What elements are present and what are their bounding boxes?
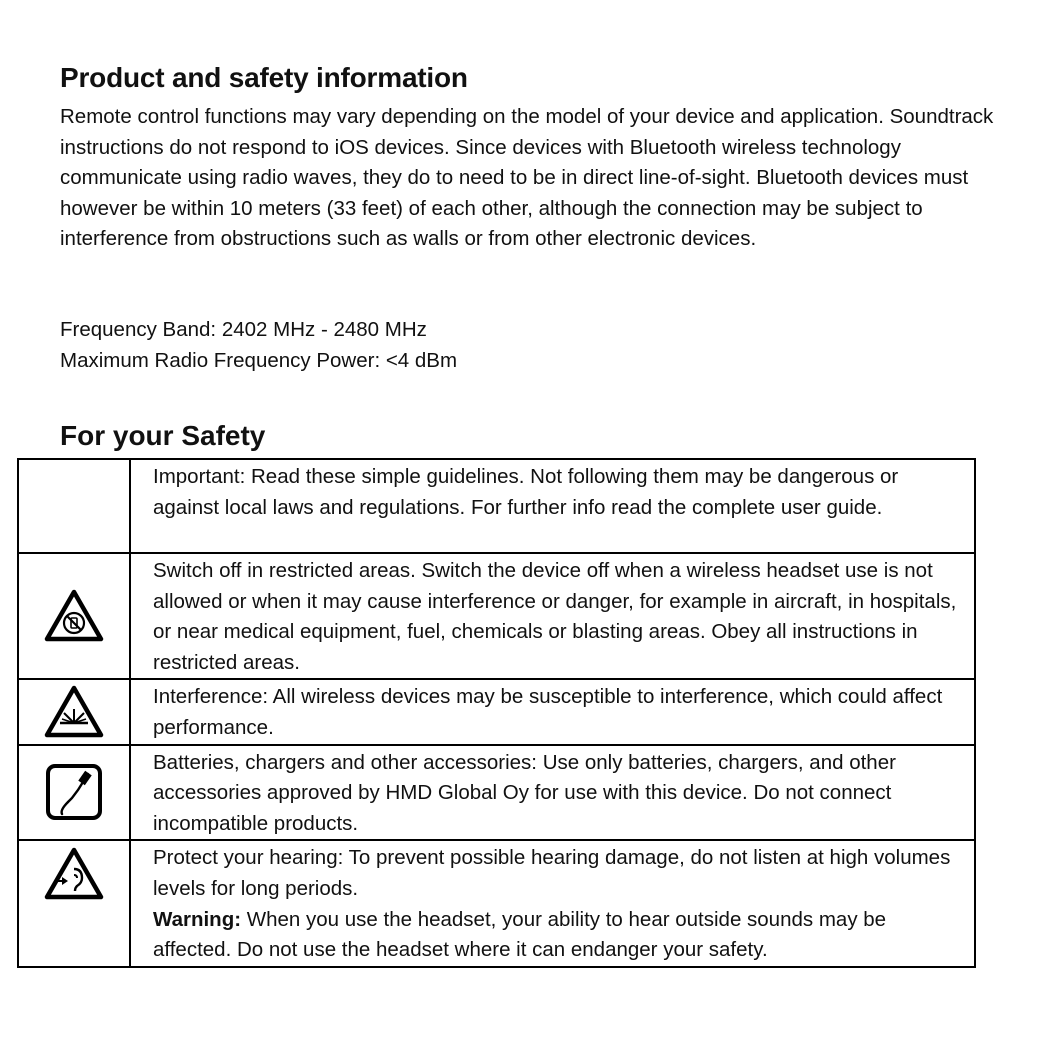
safety-row-text: Batteries, chargers and other accessories: Use only batteries, chargers, and other accessories approved by HMD Global Oy for use with this device. Do not connect incompatible products. bbox=[130, 745, 975, 841]
warning-text: When you use the headset, your ability to hear outside sounds may be affected. Do not use the headset where it can endanger your safety. bbox=[153, 907, 887, 962]
safety-row-text: Interference: All wireless devices may be susceptible to interference, which could affect performance. bbox=[130, 679, 975, 744]
safety-table bbox=[17, 458, 976, 968]
hearing-protection-warning-icon bbox=[19, 847, 129, 901]
radio-specs bbox=[60, 315, 457, 376]
frequency-band-line: Frequency Band: 2402 MHz - 2480 MHz bbox=[60, 318, 427, 341]
intro-paragraph: Remote control functions may vary depending on the model of your device and application. Soundtrack instructions do not respond to iOS devices. Since devices with Bluetooth wireless technology communicate using radio waves, they do to need to be in direct line-of-sight. Bluetooth devices must however be within 10 meters (33 feet) of each other, although the connection may be subject to interference from obstructions such as walls or from other electronic devices. bbox=[60, 105, 994, 251]
safety-row-text bbox=[130, 840, 975, 966]
safety-row bbox=[18, 679, 975, 744]
safety-row bbox=[18, 459, 975, 553]
restricted-area-warning-icon bbox=[19, 589, 129, 643]
safety-row bbox=[18, 840, 975, 966]
page-title: Product and safety information bbox=[60, 62, 468, 93]
safety-heading: For your Safety bbox=[60, 420, 266, 451]
warning-label: Warning: bbox=[153, 907, 242, 931]
max-power-line: Maximum Radio Frequency Power: <4 dBm bbox=[60, 348, 458, 372]
icon-cell-empty bbox=[18, 459, 130, 553]
safety-row bbox=[18, 745, 975, 841]
safety-row-text: Switch off in restricted areas. Switch the device off when a wireless headset use is not allowed or when it may cause interference or danger, for example in aircraft, in hospitals, or near medical equipment, fuel, chemicals or blasting areas. Obey all instructions in restricted areas. bbox=[130, 553, 975, 679]
charger-accessory-icon bbox=[19, 762, 129, 822]
hearing-text: Protect your hearing: To prevent possible hearing damage, do not listen at high volumes levels for long periods. bbox=[153, 846, 951, 900]
safety-row bbox=[18, 553, 975, 679]
safety-row-text: Important: Read these simple guidelines. Not following them may be dangerous or against local laws and regulations. For further info read the complete user guide. bbox=[130, 459, 975, 553]
interference-warning-icon bbox=[19, 685, 129, 739]
